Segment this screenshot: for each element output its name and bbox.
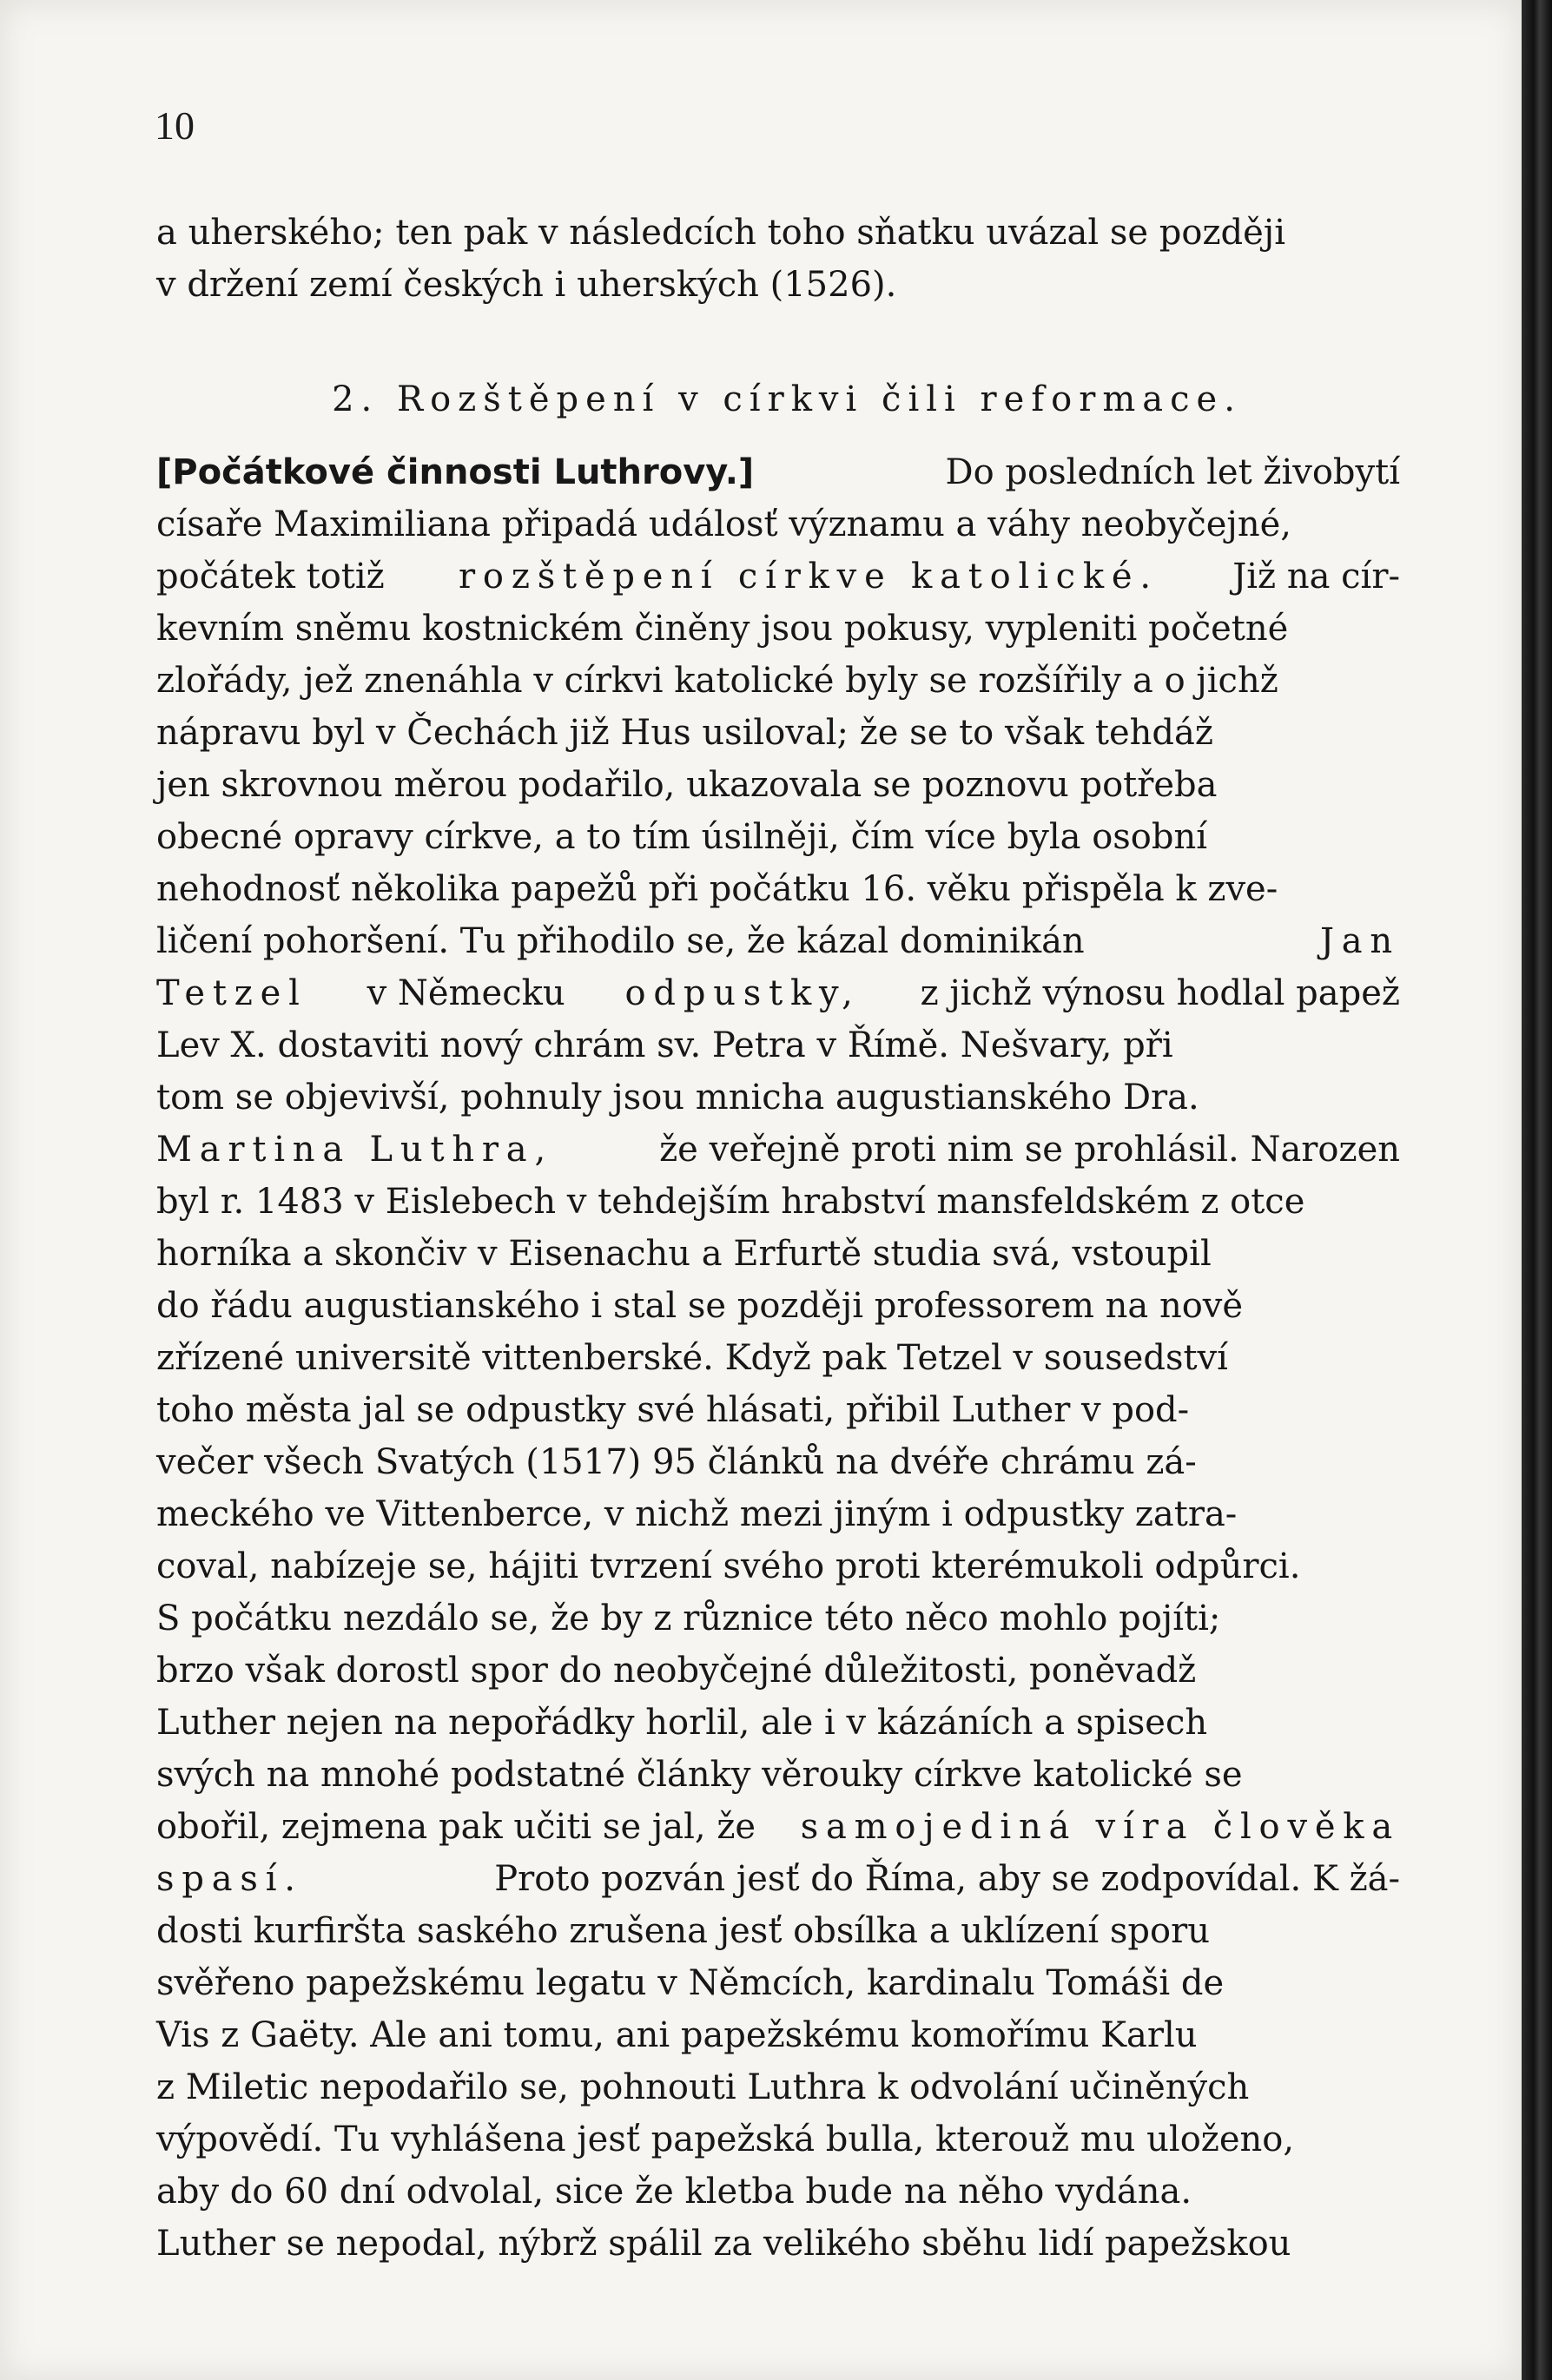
text-line (156, 1592, 1400, 1645)
side-heading: [Počátkové činnosti Luthrovy.] (156, 452, 755, 492)
line-text: nehodnosť několika papežů při počátku 16. věku přispěla k zve- (156, 869, 1278, 909)
text-line (156, 1957, 1400, 2009)
line-text: dosti kurfiršta saského zrušena jesť obsílka a uklízení sporu (156, 1911, 1210, 1951)
line-text: do řádu augustianského i stal se později professorem na nově (156, 1286, 1244, 1326)
line-text: císaře Maximiliana připadá událosť významu a váhy neobyčejné, (156, 504, 1291, 544)
line-text: meckého ve Vittenberce, v nichž mezi jiným i odpustky zatra- (156, 1494, 1238, 1534)
line-text: jen skrovnou měrou podařilo, ukazovala se poznovu potřeba (156, 765, 1218, 805)
line-text: aby do 60 dní odvolal, sice že kletba bude na něho vydána. (156, 2172, 1192, 2212)
book-edge (1522, 0, 1552, 2380)
line-text: a uherského; ten pak v následcích toho sňatku uvázal se později (156, 213, 1285, 253)
line-text: z Miletic nepodařilo se, pohnouti Luthra k odvolání učiněných (156, 2067, 1250, 2107)
spaced-emphasis: Martina Luthra, (156, 1130, 553, 1170)
line-text: nápravu byl v Čechách již Hus usiloval; že se to však tehdáž (156, 713, 1213, 753)
text-line (156, 1436, 1400, 1488)
text-line (156, 1228, 1400, 1280)
line-text: toho města jal se odpustky své hlásati, přibil Luther v pod- (156, 1390, 1190, 1430)
text-line (156, 1540, 1400, 1592)
line-text: v Německu (367, 973, 565, 1013)
text-line (156, 603, 1400, 655)
spaced-emphasis: odpustky, (624, 973, 861, 1013)
line-text: svých na mnohé podstatné články věrouky církve katolické se (156, 1755, 1243, 1795)
line-text: obecné opravy církve, a to tím úsilněji, čím více byla osobní (156, 817, 1208, 857)
text-line (156, 707, 1400, 759)
page-text (156, 207, 1400, 2270)
line-text: Již na cír- (1232, 557, 1400, 597)
text-line (156, 498, 1400, 550)
text-line (156, 446, 1400, 498)
line-text: S počátku nezdálo se, že by z různice této něco mohlo pojíti; (156, 1599, 1221, 1638)
text-line (156, 759, 1400, 811)
text-line (156, 1071, 1400, 1124)
spaced-emphasis: Jan (1319, 921, 1400, 961)
line-text: v držení zemí českých i uherských (1526). (156, 265, 897, 305)
text-line (156, 259, 1400, 311)
line-text: počátek totiž (156, 557, 385, 597)
spaced-emphasis: samojediná víra člověka (800, 1807, 1400, 1847)
text-line (156, 1905, 1400, 1957)
text-line (156, 1019, 1400, 1071)
text-line (156, 655, 1400, 707)
section-heading: 2. Rozštěpení v církvi čili reformace. (332, 379, 1242, 419)
text-line (156, 1384, 1400, 1436)
text-line (156, 1853, 1400, 1905)
spaced-emphasis: rozštěpení církve katolické. (459, 557, 1159, 597)
line-text: zlořády, jež znenáhla v církvi katolické byly se rozšířily a o jichž (156, 661, 1278, 701)
line-text: z jichž výnosu hodlal papež (920, 973, 1400, 1013)
line-text: obořil, zejmena pak učiti se jal, že (156, 1807, 756, 1847)
line-text: Lev X. dostaviti nový chrám sv. Petra v Římě. Nešvary, při (156, 1025, 1173, 1065)
line-text: Luther se nepodal, nýbrž spálil za velikého sběhu lidí papežskou (156, 2224, 1291, 2264)
text-line (156, 863, 1400, 915)
text-line (156, 1176, 1400, 1228)
line-text: kevním sněmu kostnickém činěny jsou pokusy, vypleniti početné (156, 609, 1289, 649)
spaced-emphasis: spasí. (156, 1859, 303, 1899)
text-line (156, 1488, 1400, 1540)
line-text: Luther nejen na nepořádky horlil, ale i v kázáních a spisech (156, 1703, 1208, 1743)
text-line (156, 2218, 1400, 2270)
text-line (156, 2061, 1400, 2113)
text-line (156, 2009, 1400, 2061)
line-text: byl r. 1483 v Eislebech v tehdejším hrabství mansfeldském z otce (156, 1182, 1305, 1222)
line-text: Do posledních let živobytí (945, 452, 1400, 492)
text-line (156, 2113, 1400, 2166)
text-line (156, 1801, 1400, 1853)
page-number: 10 (155, 103, 195, 148)
line-text: večer všech Svatých (1517) 95 článků na dvéře chrámu zá- (156, 1442, 1197, 1482)
text-line (156, 1645, 1400, 1697)
line-text: výpovědí. Tu vyhlášena jesť papežská bulla, kterouž mu uloženo, (156, 2120, 1295, 2159)
text-line (156, 1749, 1400, 1801)
line-text: Vis z Gaëty. Ale ani tomu, ani papežskému komořímu Karlu (156, 2015, 1198, 2055)
text-line (156, 1280, 1400, 1332)
text-line (156, 811, 1400, 863)
line-text: svěřeno papežskému legatu v Němcích, kardinalu Tomáši de (156, 1963, 1225, 2003)
line-text: že veřejně proti nim se prohlásil. Narozen (659, 1130, 1400, 1170)
line-text: horníka a skončiv v Eisenachu a Erfurtě studia svá, vstoupil (156, 1234, 1212, 1274)
text-line (156, 207, 1400, 259)
line-text: zřízené universitě vittenberské. Když pak Tetzel v sousedství (156, 1338, 1228, 1378)
text-line (156, 967, 1400, 1019)
text-line (156, 1332, 1400, 1384)
text-line (156, 1124, 1400, 1176)
text-line (156, 550, 1400, 603)
line-text: ličení pohoršení. Tu přihodilo se, že kázal dominikán (156, 921, 1085, 961)
line-text: Proto pozván jesť do Říma, aby se zodpovídal. K žá- (494, 1859, 1400, 1899)
line-text: brzo však dorostl spor do neobyčejné důležitosti, poněvadž (156, 1651, 1197, 1691)
text-line (156, 915, 1400, 967)
spaced-emphasis: Tetzel (156, 973, 307, 1013)
text-line (156, 1697, 1400, 1749)
line-text: coval, nabízeje se, hájiti tvrzení svého proti kterémukoli odpůrci. (156, 1546, 1301, 1586)
line-text: tom se objevivší, pohnuly jsou mnicha augustianského Dra. (156, 1078, 1199, 1117)
text-line (156, 2166, 1400, 2218)
